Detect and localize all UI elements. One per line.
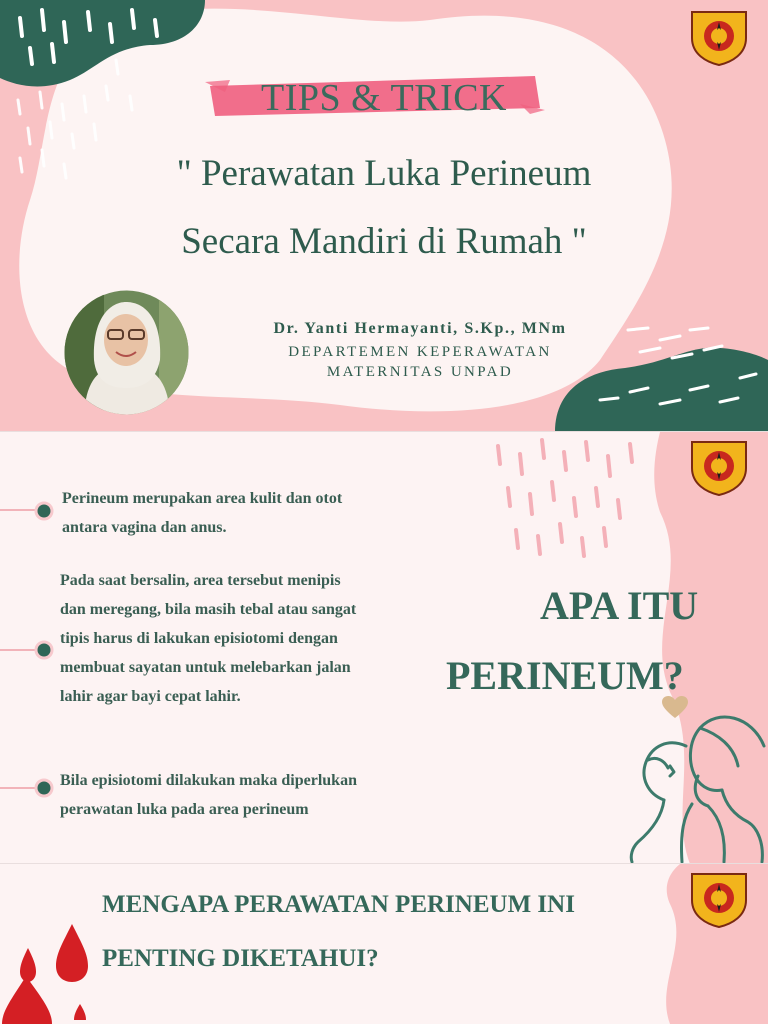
department-line: DEPARTEMEN KEPERAWATAN: [288, 344, 552, 360]
mother-child-illustration: [626, 706, 768, 864]
importance-slide: [0, 864, 768, 1024]
bullet-line: Pada saat bersalin, area tersebut menipis: [60, 572, 341, 589]
bullet-line: perawatan luka pada area perineum: [60, 801, 309, 818]
slide-subtitle: [100, 140, 668, 276]
subtitle-line: " Perawatan Luka Perineum: [176, 153, 592, 194]
bullet-line: lahir agar bayi cepat lahir.: [60, 688, 241, 705]
bullet-line: dan meregang, bila masih tebal atau sangat: [60, 601, 357, 618]
author-portrait: [64, 290, 189, 415]
bullet-line: Perineum merupakan area kulit dan otot: [62, 490, 343, 507]
bullet-item: [60, 766, 450, 824]
heading-line: PENTING DIKETAHUI?: [102, 945, 379, 972]
heading-block: [102, 878, 662, 986]
subtitle-line: Secara Mandiri di Rumah ": [181, 221, 587, 262]
definition-slide: [0, 432, 768, 864]
university-logo: [688, 438, 750, 496]
bullet-line: membuat sayatan untuk melebarkan jalan: [60, 659, 351, 676]
title-slide: [0, 0, 768, 432]
heading-line: PERINEUM?: [446, 653, 684, 698]
department-line: MATERNITAS UNPAD: [326, 364, 514, 380]
bullet-line: tipis harus di lakukan episiotomi dengan: [60, 630, 338, 647]
author-name: Dr. Yanti Hermayanti, S.Kp., MNm: [273, 320, 567, 337]
bullet-item: [60, 566, 450, 711]
heading-line: APA ITU: [540, 583, 699, 628]
university-logo: [688, 870, 750, 928]
bullet-line: antara vagina dan anus.: [62, 519, 227, 536]
slide-title: TIPS & TRICK: [260, 77, 507, 119]
heading-line: MENGAPA PERAWATAN PERINEUM INI: [102, 891, 575, 918]
bullet-item: [62, 484, 442, 542]
bullet-line: Bila episiotomi dilakukan maka diperlukan: [60, 772, 357, 789]
university-logo: [688, 8, 750, 66]
blood-drop-icon: [0, 924, 100, 1024]
